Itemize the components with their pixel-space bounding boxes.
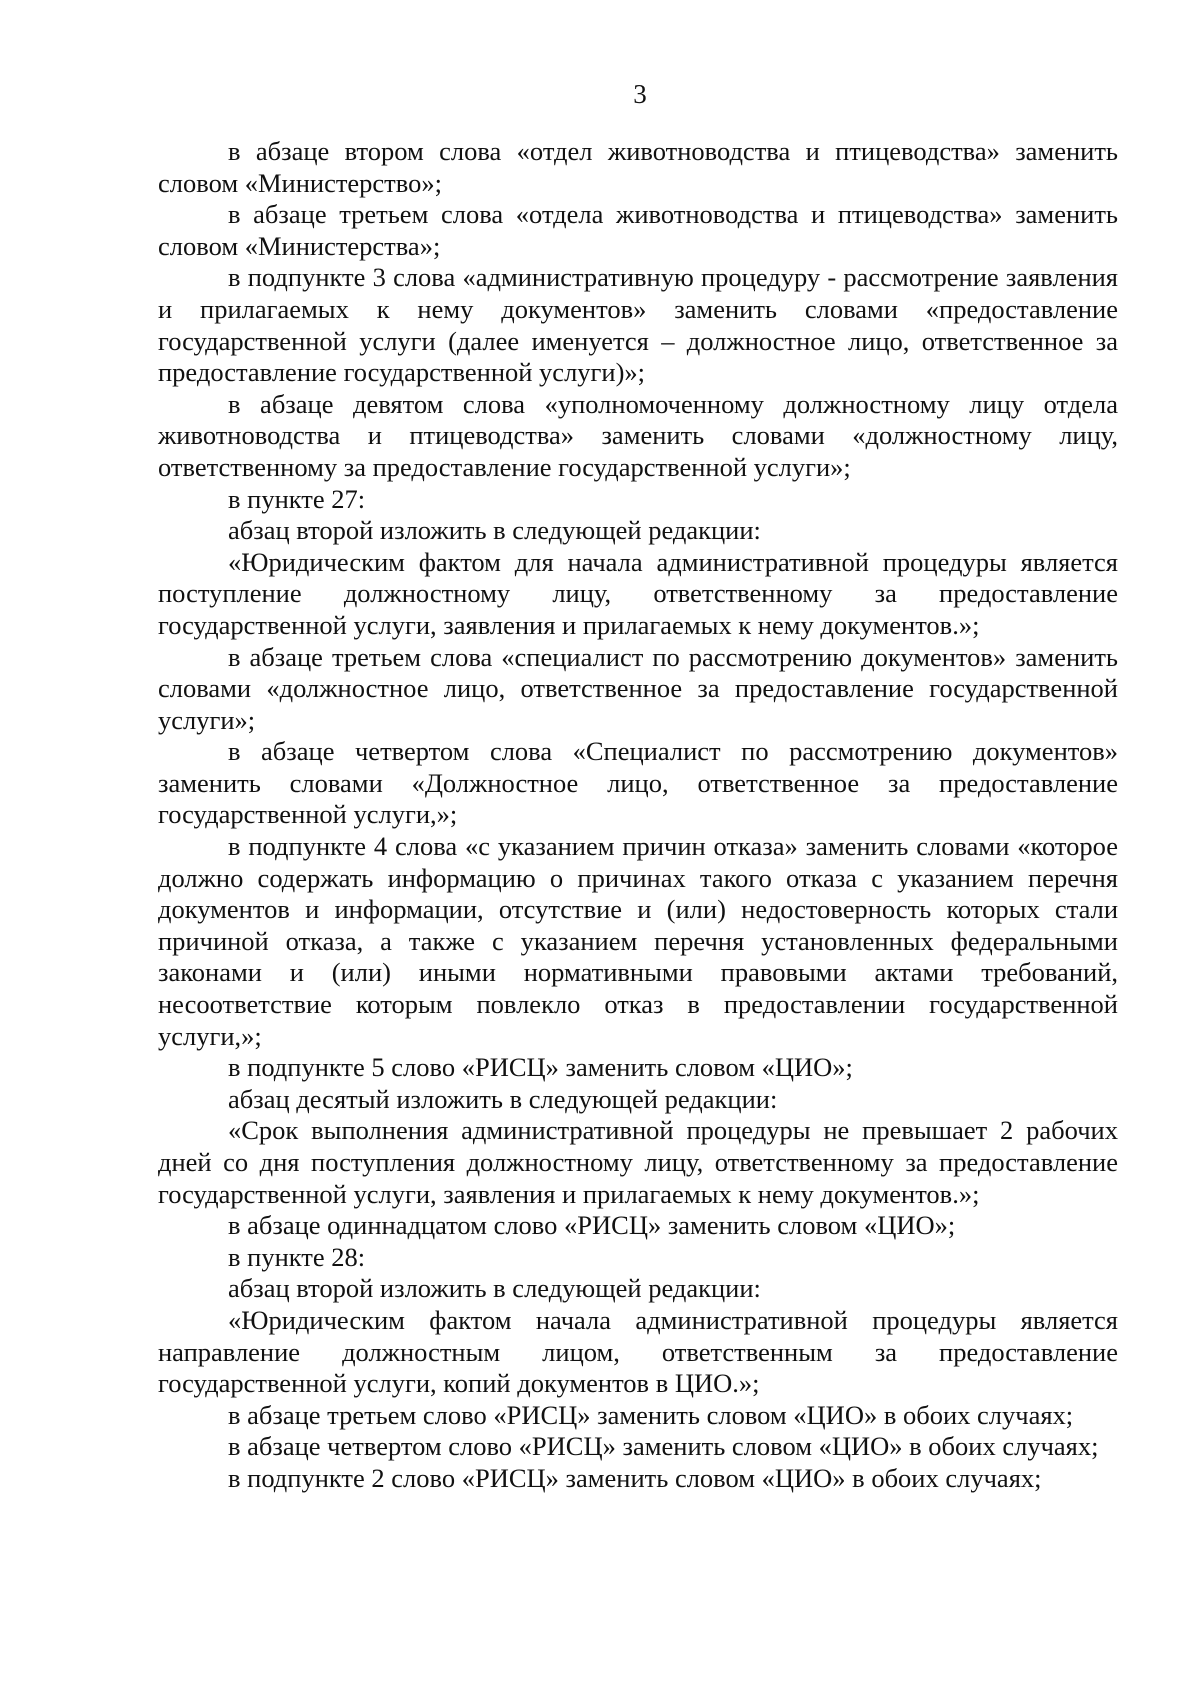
paragraph: «Юридическим фактом для начала административной процедуры является поступление должностному лицу, ответственному за предоставление государственной услуги, заявления и прилагаемых к нему документов.»; bbox=[158, 546, 1118, 640]
paragraph: в подпункте 5 слово «РИСЦ» заменить словом «ЦИО»; bbox=[228, 1052, 853, 1083]
paragraph: в абзаце третьем слова «специалист по рассмотрению документов» заменить словами «должностное лицо, ответственное за предоставление государственной услуги»; bbox=[158, 641, 1118, 735]
document-body bbox=[158, 136, 1118, 1495]
paragraph: в пункте 27: bbox=[228, 483, 366, 514]
paragraph: в абзаце третьем слова «отдела животноводства и птицеводства» заменить словом «Министерства»; bbox=[158, 199, 1118, 261]
paragraph: в абзаце третьем слово «РИСЦ» заменить словом «ЦИО» в обоих случаях; bbox=[228, 1399, 1074, 1430]
paragraph: в подпункте 2 слово «РИСЦ» заменить словом «ЦИО» в обоих случаях; bbox=[228, 1462, 1042, 1493]
paragraph: в подпункте 4 слова «с указанием причин отказа» заменить словами «которое должно содержать информацию о причинах такого отказа с указанием перечня документов и информации, отсутствие и (или) недостоверность которых стали причиной отказа, а также с указанием перечня установленных федеральными законами и (или) иными нормативными правовыми актами требований, несоответствие которым повлекло отказ в предоставлении государственной услуги,»; bbox=[158, 831, 1118, 1051]
paragraph: в абзаце четвертом слово «РИСЦ» заменить словом «ЦИО» в обоих случаях; bbox=[228, 1431, 1099, 1462]
paragraph: в абзаце одиннадцатом слово «РИСЦ» заменить словом «ЦИО»; bbox=[228, 1210, 956, 1241]
paragraph: «Срок выполнения административной процедуры не превышает 2 рабочих дней со дня поступления должностному лицу, ответственному за предоставление государственной услуги, заявления и прилагаемых к нему документов.»; bbox=[158, 1115, 1118, 1209]
paragraph: в абзаце четвертом слова «Специалист по рассмотрению документов» заменить словами «Должностное лицо, ответственное за предоставление государственной услуги,»; bbox=[158, 736, 1118, 830]
paragraph: в подпункте 3 слова «административную процедуру - рассмотрение заявления и прилагаемых к нему документов» заменить словами «предоставление государственной услуги (далее именуется – должностное лицо, ответственное за предоставление государственной услуги)»; bbox=[158, 262, 1118, 388]
paragraph: в пункте 28: bbox=[228, 1241, 366, 1272]
paragraph: «Юридическим фактом начала административной процедуры является направление должностным лицом, ответственным за предоставление государственной услуги, копий документов в ЦИО.»; bbox=[158, 1304, 1118, 1399]
paragraph: в абзаце втором слова «отдел животноводства и птицеводства» заменить словом «Министерство»; bbox=[158, 136, 1118, 198]
page-number: 3 bbox=[633, 79, 647, 109]
paragraph: абзац десятый изложить в следующей редакции: bbox=[228, 1083, 778, 1114]
paragraph: абзац второй изложить в следующей редакции: bbox=[228, 1273, 761, 1304]
paragraph: абзац второй изложить в следующей редакции: bbox=[228, 515, 761, 546]
paragraph: в абзаце девятом слова «уполномоченному должностному лицу отдела животноводства и птицеводства» заменить словами «должностному лицу, ответственному за предоставление государственной услуги»; bbox=[158, 388, 1118, 482]
